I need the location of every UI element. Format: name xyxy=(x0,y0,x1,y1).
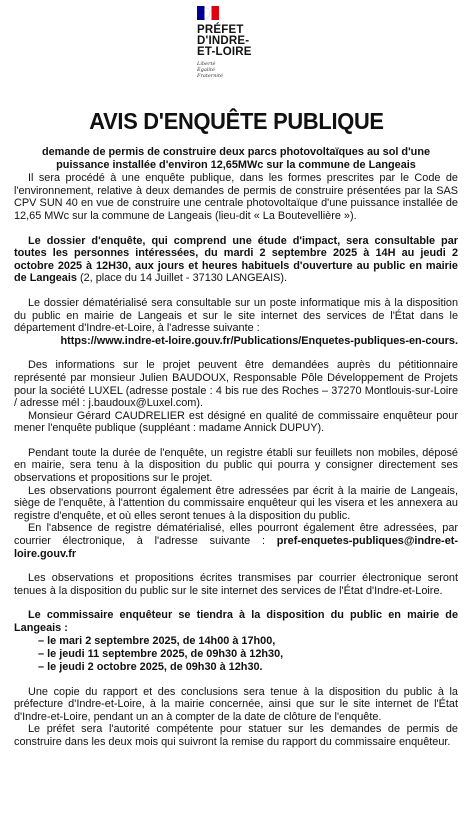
permanence-date-item: – le mari 2 septembre 2025, de 14h00 à 17h00, xyxy=(38,634,276,647)
motto-line: Fraternité xyxy=(197,73,223,79)
dossier-address: (2, place du 14 Juillet - 37130 LANGEAIS). xyxy=(76,272,288,285)
prefecture-email-link[interactable]: pref-enquetes-publiques@indre-et-loire.gouv.fr xyxy=(14,535,458,560)
permanence-date-item: – le jeudi 2 octobre 2025, de 09h30 à 12h30. xyxy=(38,660,263,673)
paragraph-observations-publication: Les observations et propositions écrites transmises par courrier électronique seront tenues à la disposition du public sur le site internet des services de l'État d'Indre-et-Loire. xyxy=(14,572,458,597)
permanence-dates-list xyxy=(14,635,458,674)
flag-red-band xyxy=(212,6,220,20)
motto-line: Liberté xyxy=(197,61,216,67)
paragraph-dossier xyxy=(14,235,458,285)
notice-subtitle: demande de permis de construire deux parcs photovoltaïques au sol d'une puissance installée d'environ 12,65MWc sur la commune de Langeais xyxy=(41,146,431,171)
prefet-line: PRÉFET xyxy=(197,24,244,36)
marianne-flag-icon xyxy=(197,6,219,20)
flag-blue-band xyxy=(197,6,205,20)
paragraph-courriel xyxy=(14,522,458,560)
paragraph-prefet-decision: Le préfet sera l'autorité compétente pour statuer sur les demandes de permis de construire dans les deux mois qui suivront la remise du rapport du commissaire enquêteur. xyxy=(14,723,458,748)
paragraph-dematerialise: Le dossier dématérialisé sera consultable sur un poste informatique mis à la disposition du public en mairie de Langeais et sur le site internet des services de l'État dans le département d'Indre-et-Loire, à l'adresse suivante : xyxy=(14,296,458,335)
paragraph-intro: Il sera procédé à une enquête publique, dans les formes prescrites par le Code de l'environnement, relative à deux demandes de permis de construire présentées par la SAS CPV SUN 40 en vue de construire une centrale photovoltaïque d'une puissance installée de 12,65 MWc sur la commune de Langeais (lieu-dit « La Boutevellière »). xyxy=(14,172,458,222)
paragraph-rapport: Une copie du rapport et des conclusions sera tenue à la disposition du public à la préfecture d'Indre-et-Loire, à la mairie concernée, ainsi que sur le site internet de l'État d'Indre-et-Loire, pendant un an à compter de la date de clôture de l'enquête. xyxy=(14,685,458,723)
paragraph-observations: Les observations pourront également être adressées par écrit à la mairie de Langeais, siège de l'enquête, à l'attention du commissaire enquêteur qui les visera et les annexera au registre d'enquête, et où elles seront tenues à la disposition du public. xyxy=(14,484,458,522)
prefecture-url-link[interactable]: https://www.indre-et-loire.gouv.fr/Publications/Enquetes-publiques-en-cours. xyxy=(60,334,458,347)
prefet-line: D'INDRE- xyxy=(197,35,250,47)
paragraph-permanences: Le commissaire enquêteur se tiendra à la disposition du public en mairie de Langeais : xyxy=(14,609,458,634)
notice-body xyxy=(14,146,458,749)
paragraph-petitionnaire: Des informations sur le projet peuvent être demandées auprès du pétitionnaire représenté par monsieur Julien BAUDOUX, Responsable Pôle Développement de Projets pour la société LUXEL (adresse postale : 4 bis rue des Roches – 37270 Montlouis-sur-Loire / adresse mél : j.baudoux@Luxel.com). xyxy=(14,359,458,410)
prefecture-logo xyxy=(197,6,307,79)
prefet-line: ET-LOIRE xyxy=(197,46,252,58)
courriel-text: En l'absence de registre dématérialisé, elles pourront également être adressées, par courrier électronique, à l'adresse suivante : xyxy=(14,522,458,548)
permanence-date-item: – le jeudi 11 septembre 2025, de 09h30 à 12h30, xyxy=(38,647,284,660)
paragraph-registre: Pendant toute la durée de l'enquête, un registre établi sur feuillets non mobiles, déposé en mairie, sera tenu à la disposition du public qui pourra y consigner directement ses observations et propositions sur le projet. xyxy=(14,446,458,485)
notice-title: AVIS D'ENQUÊTE PUBLIQUE xyxy=(89,108,384,134)
dossier-bold-text: Le dossier d'enquête, qui comprend une étude d'impact, sera consultable par toutes les personnes intéressées, du mardi 2 septembre 2025 à 14H au jeudi 2 octobre 2025 à 12H30, aux jours et heures habituels d'ouverture au public en mairie de Langeais xyxy=(14,234,458,285)
prefet-name xyxy=(197,25,307,58)
motto-line: Égalité xyxy=(197,67,215,73)
paragraph-commissaire: Monsieur Gérard CAUDRELIER est désigné en qualité de commissaire enquêteur pour mener l'enquête publique (suppléant : madame Annick DUPUY). xyxy=(14,409,458,435)
republic-motto xyxy=(197,61,307,79)
